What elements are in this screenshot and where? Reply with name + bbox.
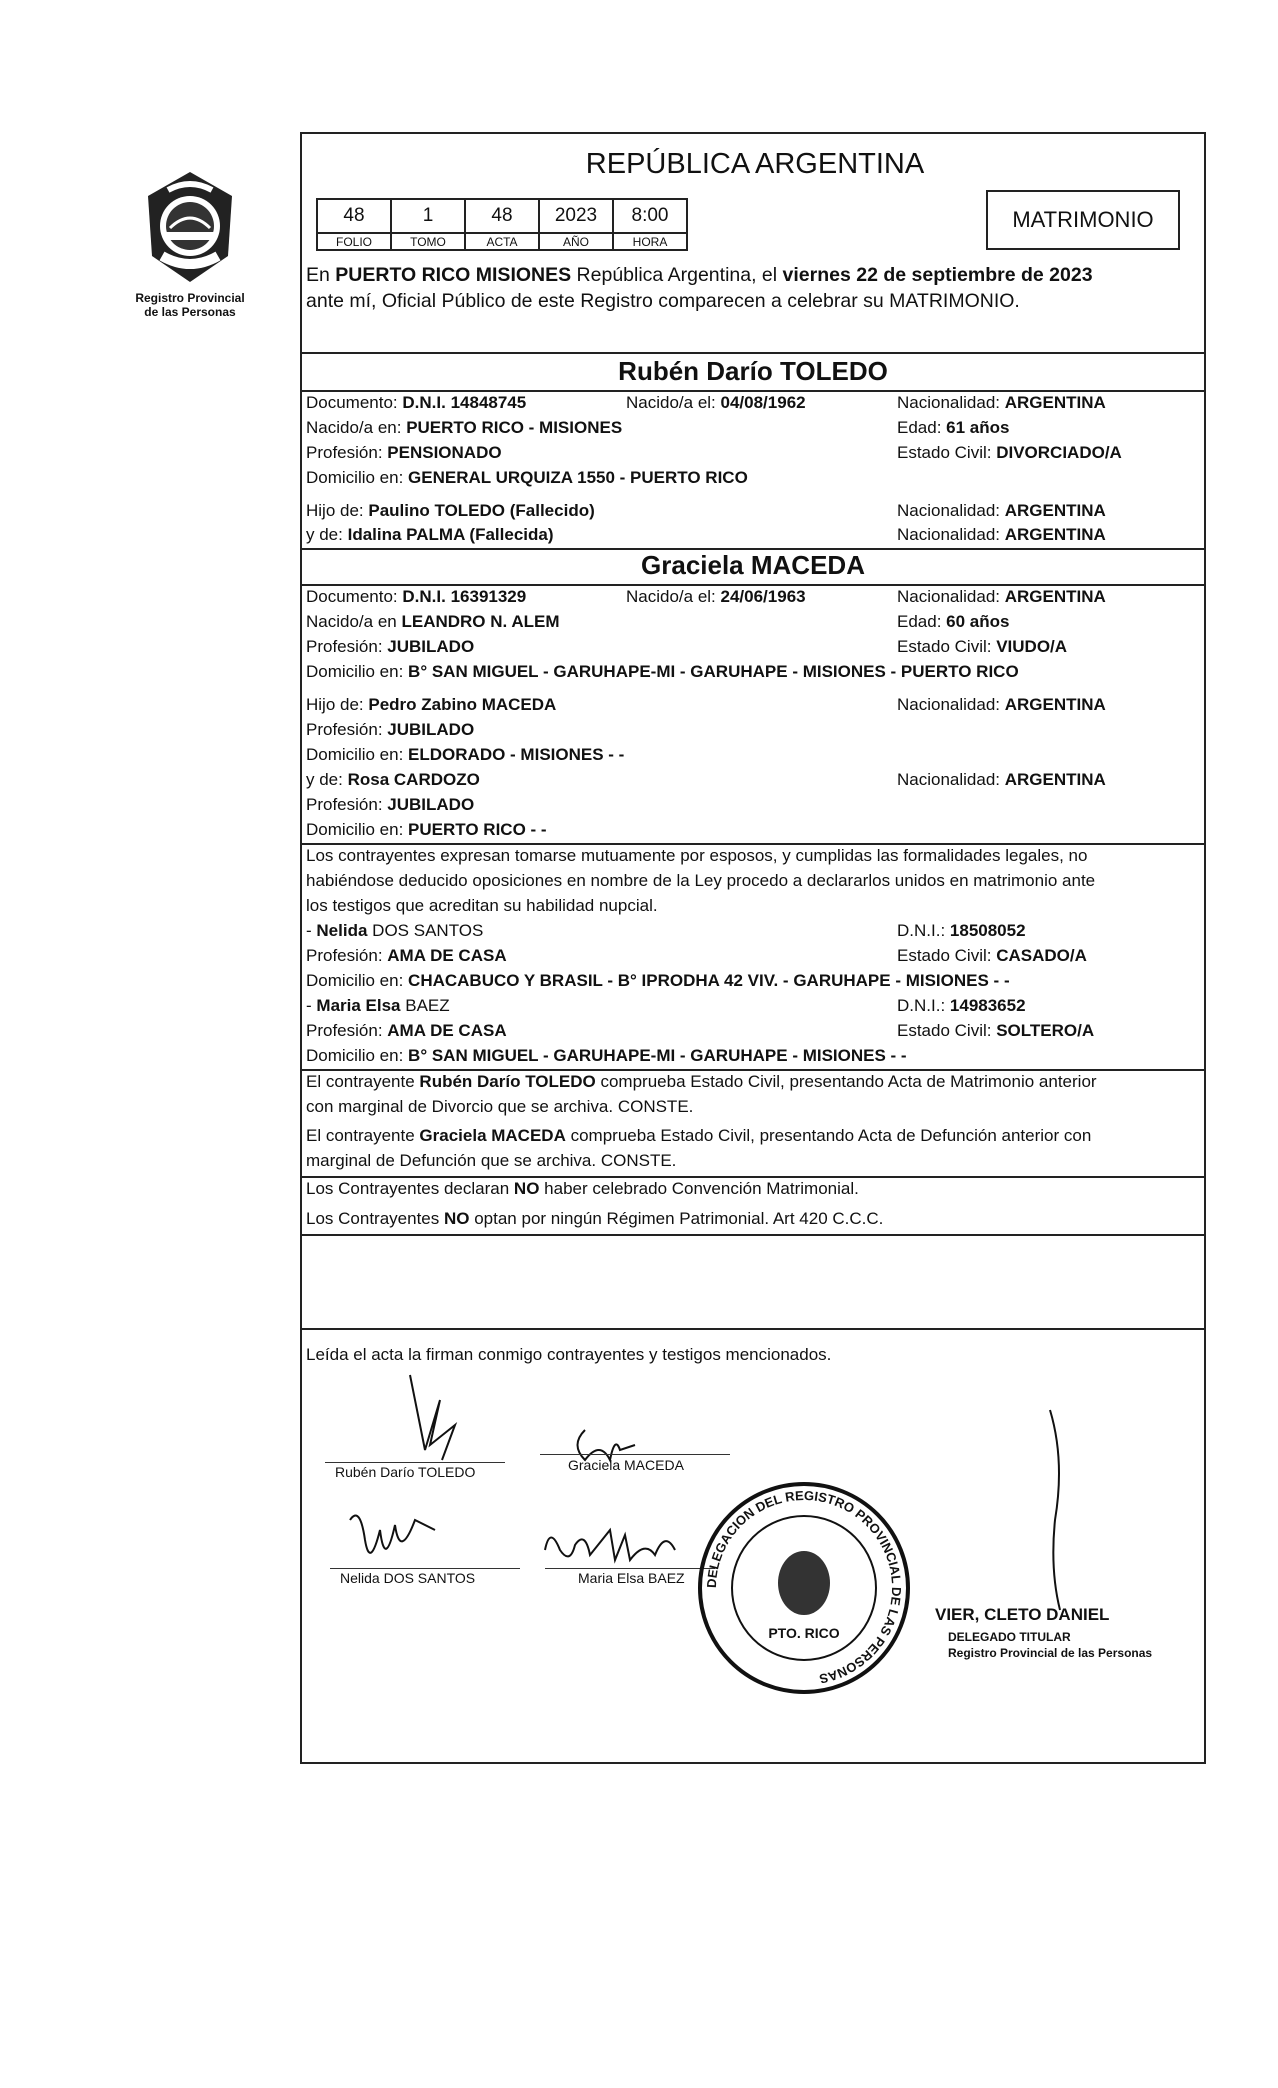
svg-text:DELEGACION DEL REGISTRO PROVIN: DELEGACION DEL REGISTRO PROVINCIAL DE LAS PERSONAS xyxy=(703,1487,905,1687)
folio-label: FOLIO xyxy=(317,233,391,250)
acta-value: 48 xyxy=(465,199,539,233)
declaration-line2: habiéndose deducido oposiciones en nombre de la Ley procedo a declararlos unidos en matrimonio ante xyxy=(306,871,1096,890)
official-name: VIER, CLETO DANIEL xyxy=(935,1605,1110,1624)
svg-text:PTO. RICO: PTO. RICO xyxy=(768,1625,840,1641)
bride-signature-label: Graciela MACEDA xyxy=(568,1457,684,1473)
witness2-signature-line xyxy=(545,1568,715,1569)
witness1-address: Domicilio en: CHACABUCO Y BRASIL - B° IPRODHA 42 VIV. - GARUHAPE - MISIONES - - xyxy=(306,971,1010,990)
intro-line1: En PUERTO RICO MISIONES República Argentina, el viernes 22 de septiembre de 2023 xyxy=(306,264,1093,286)
bride-father-address: Domicilio en: ELDORADO - MISIONES - - xyxy=(306,745,625,764)
witness1-profession: Profesión: AMA DE CASA xyxy=(306,946,507,965)
regime-line1: Los Contrayentes declaran NO haber celebrado Convención Matrimonial. xyxy=(306,1179,859,1198)
anio-label: AÑO xyxy=(539,233,613,250)
declaration-line3: los testigos que acreditan su habilidad nupcial. xyxy=(306,896,658,915)
note1-line2: con marginal de Divorcio que se archiva. CONSTE. xyxy=(306,1097,694,1116)
bride-birthplace: Nacido/a en LEANDRO N. ALEM xyxy=(306,612,560,631)
official-role: DELEGADO TITULAR xyxy=(948,1630,1071,1644)
bride-document: Documento: D.N.I. 16391329 xyxy=(306,587,527,606)
groom-birthdate: Nacido/a el: 04/08/1962 xyxy=(626,393,806,412)
act-type-box: MATRIMONIO xyxy=(986,190,1180,250)
tomo-label: TOMO xyxy=(391,233,465,250)
witness2-signature-scribble xyxy=(540,1520,710,1575)
witness1-signature-label: Nelida DOS SANTOS xyxy=(340,1570,476,1586)
hora-value: 8:00 xyxy=(613,199,687,233)
bride-signature-line xyxy=(540,1454,730,1455)
tomo-value: 1 xyxy=(391,199,465,233)
groom-document: Documento: D.N.I. 14848745 xyxy=(306,393,527,412)
folio-value: 48 xyxy=(317,199,391,233)
groom-address: Domicilio en: GENERAL URQUIZA 1550 - PUERTO RICO xyxy=(306,468,748,487)
witness2-address: Domicilio en: B° SAN MIGUEL - GARUHAPE-MI - GARUHAPE - MISIONES - - xyxy=(306,1046,907,1065)
divider xyxy=(302,1234,1204,1236)
witness1-civil-status: Estado Civil: CASADO/A xyxy=(897,946,1087,965)
note2-line2: marginal de Defunción que se archiva. CONSTE. xyxy=(306,1151,677,1170)
groom-mother-nationality: Nacionalidad: ARGENTINA xyxy=(897,525,1106,544)
groom-birthplace: Nacido/a en: PUERTO RICO - MISIONES xyxy=(306,418,623,437)
bride-father: Hijo de: Pedro Zabino MACEDA xyxy=(306,695,557,714)
bride-father-profession: Profesión: JUBILADO xyxy=(306,720,475,739)
bride-mother: y de: Rosa CARDOZO xyxy=(306,770,480,789)
groom-age: Edad: 61 años xyxy=(897,418,1010,437)
witness2-dni: D.N.I.: 14983652 xyxy=(897,996,1026,1015)
official-signature-scribble xyxy=(1020,1400,1080,1620)
declaration-line1: Los contrayentes expresan tomarse mutuamente por esposos, y cumplidas las formalidades legales, no xyxy=(306,846,1088,865)
bride-mother-nationality: Nacionalidad: ARGENTINA xyxy=(897,770,1106,789)
bride-nationality: Nacionalidad: ARGENTINA xyxy=(897,587,1106,606)
bride-address: Domicilio en: B° SAN MIGUEL - GARUHAPE-MI - GARUHAPE - MISIONES - PUERTO RICO xyxy=(306,662,1019,681)
logo-caption-line2: de las Personas xyxy=(144,305,236,319)
note2-line1: El contrayente Graciela MACEDA comprueba Estado Civil, presentando Acta de Defunción anterior con xyxy=(306,1126,1092,1145)
witness1-signature-line xyxy=(330,1568,520,1569)
registry-logo xyxy=(110,168,270,319)
anio-value: 2023 xyxy=(539,199,613,233)
groom-signature-line xyxy=(325,1462,505,1463)
groom-name: Rubén Darío TOLEDO xyxy=(618,356,888,386)
witness1-name: - Nelida DOS SANTOS xyxy=(306,921,484,940)
page-title: REPÚBLICA ARGENTINA xyxy=(585,148,925,180)
provincial-emblem-icon xyxy=(140,168,240,286)
groom-profession: Profesión: PENSIONADO xyxy=(306,443,502,462)
bride-father-nationality: Nacionalidad: ARGENTINA xyxy=(897,695,1106,714)
hora-label: HORA xyxy=(613,233,687,250)
bride-mother-profession: Profesión: JUBILADO xyxy=(306,795,475,814)
witness1-dni: D.N.I.: 18508052 xyxy=(897,921,1026,940)
note1-line1: El contrayente Rubén Darío TOLEDO comprueba Estado Civil, presentando Acta de Matrimonio anterior xyxy=(306,1072,1097,1091)
acta-label: ACTA xyxy=(465,233,539,250)
witness2-profession: Profesión: AMA DE CASA xyxy=(306,1021,507,1040)
groom-mother: y de: Idalina PALMA (Fallecida) xyxy=(306,525,554,544)
groom-signature-scribble xyxy=(380,1370,500,1470)
witness2-signature-label: Maria Elsa BAEZ xyxy=(578,1570,685,1586)
bride-age: Edad: 60 años xyxy=(897,612,1010,631)
groom-nationality: Nacionalidad: ARGENTINA xyxy=(897,393,1106,412)
bride-name: Graciela MACEDA xyxy=(641,550,865,580)
divider xyxy=(302,1328,1204,1330)
official-organization: Registro Provincial de las Personas xyxy=(948,1646,1153,1660)
bride-profession: Profesión: JUBILADO xyxy=(306,637,475,656)
groom-signature-label: Rubén Darío TOLEDO xyxy=(335,1464,476,1480)
intro-line2: ante mí, Oficial Público de este Registro comparecen a celebrar su MATRIMONIO. xyxy=(306,290,1020,312)
bride-civil-status: Estado Civil: VIUDO/A xyxy=(897,637,1068,656)
registry-numbers-table xyxy=(316,198,688,251)
signatures-intro: Leída el acta la firman conmigo contrayentes y testigos mencionados. xyxy=(306,1345,832,1364)
divider xyxy=(302,352,1204,354)
logo-caption-line1: Registro Provincial xyxy=(135,291,245,305)
groom-civil-status: Estado Civil: DIVORCIADO/A xyxy=(897,443,1122,462)
bride-mother-address: Domicilio en: PUERTO RICO - - xyxy=(306,820,547,839)
regime-line2: Los Contrayentes NO optan por ningún Régimen Patrimonial. Art 420 C.C.C. xyxy=(306,1209,884,1228)
groom-father-nationality: Nacionalidad: ARGENTINA xyxy=(897,501,1106,520)
witness2-name: - Maria Elsa BAEZ xyxy=(306,996,450,1015)
groom-father: Hijo de: Paulino TOLEDO (Fallecido) xyxy=(306,501,595,520)
bride-birthdate: Nacido/a el: 24/06/1963 xyxy=(626,587,806,606)
registry-seal-stamp xyxy=(694,1478,914,1698)
witness2-civil-status: Estado Civil: SOLTERO/A xyxy=(897,1021,1095,1040)
